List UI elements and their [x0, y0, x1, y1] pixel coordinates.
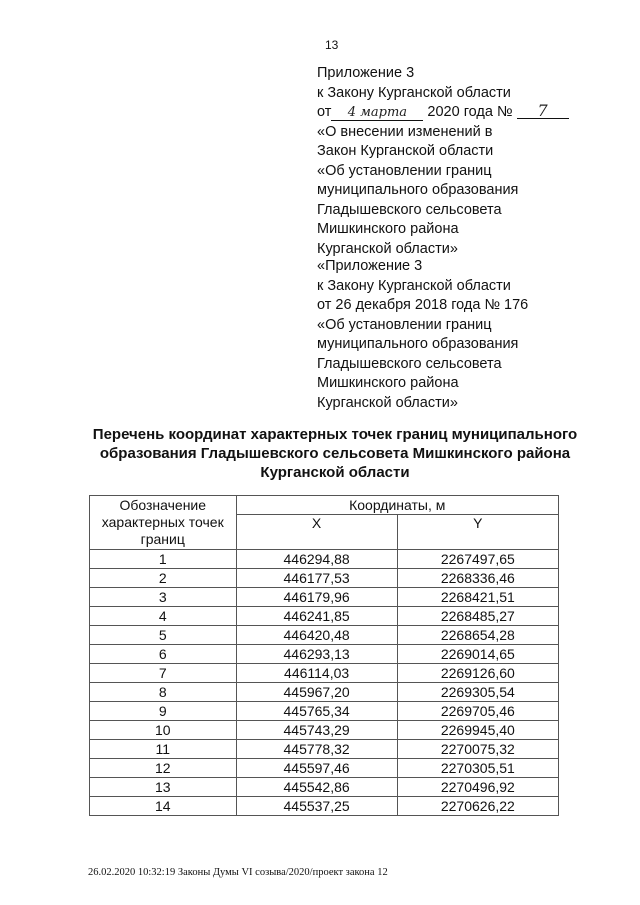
table-row — [90, 550, 559, 569]
annex-line: «Об установлении границ — [317, 316, 492, 333]
y-coordinate-cell: 2268485,27 — [397, 607, 558, 626]
annex-line: от 26 декабря 2018 года № 176 — [317, 297, 529, 313]
point-number-cell: 6 — [90, 645, 237, 664]
annex-line: Курганской области» — [317, 240, 458, 257]
header-y: Y — [397, 515, 558, 550]
annex-line: муниципального образования — [317, 336, 519, 352]
point-number-cell: 4 — [90, 607, 237, 626]
x-coordinate-cell: 445743,29 — [236, 721, 397, 740]
handwritten-number: 7 — [517, 103, 569, 119]
x-coordinate-cell: 446294,88 — [236, 550, 397, 569]
y-coordinate-cell: 2268336,46 — [397, 569, 558, 588]
y-coordinate-cell: 2269014,65 — [397, 645, 558, 664]
y-coordinate-cell: 2269305,54 — [397, 683, 558, 702]
point-number-cell: 12 — [90, 759, 237, 778]
point-number-cell: 13 — [90, 778, 237, 797]
x-coordinate-cell: 446420,48 — [236, 626, 397, 645]
header-coordinates: Координаты, м — [236, 496, 559, 515]
y-coordinate-cell: 2268654,28 — [397, 626, 558, 645]
table-row — [90, 569, 559, 588]
annex-line: к Закону Курганской области — [317, 84, 511, 101]
annex-line: «Об установлении границ — [317, 162, 492, 179]
y-coordinate-cell: 2270305,51 — [397, 759, 558, 778]
table-row — [90, 702, 559, 721]
title-line: Курганской области — [260, 464, 410, 481]
coordinates-body — [90, 550, 559, 816]
coordinates-table — [89, 495, 559, 816]
point-number-cell: 8 — [90, 683, 237, 702]
table-row — [90, 759, 559, 778]
x-coordinate-cell: 446177,53 — [236, 569, 397, 588]
point-number-cell: 2 — [90, 569, 237, 588]
point-number-cell: 3 — [90, 588, 237, 607]
y-coordinate-cell: 2269705,46 — [397, 702, 558, 721]
date-suffix: 2020 года № — [427, 104, 513, 120]
annex-header — [317, 64, 569, 259]
y-coordinate-cell: 2268421,51 — [397, 588, 558, 607]
annex-line: «Приложение 3 — [317, 258, 423, 274]
y-coordinate-cell: 2269945,40 — [397, 721, 558, 740]
page-number: 13 — [325, 38, 339, 52]
x-coordinate-cell: 446114,03 — [236, 664, 397, 683]
x-coordinate-cell: 446179,96 — [236, 588, 397, 607]
footer-path: 26.02.2020 10:32:19 Законы Думы VI созыва/2020/проект закона 12 — [88, 867, 388, 878]
x-coordinate-cell: 445967,20 — [236, 683, 397, 702]
annex-line: Закон Курганской области — [317, 143, 494, 159]
table-row — [90, 740, 559, 759]
table-row — [90, 797, 559, 816]
annex-line: Гладышевского сельсовета — [317, 355, 502, 372]
table-row — [90, 645, 559, 664]
table-row — [90, 683, 559, 702]
x-coordinate-cell: 445597,46 — [236, 759, 397, 778]
point-number-cell: 5 — [90, 626, 237, 645]
point-number-cell: 14 — [90, 797, 237, 816]
x-coordinate-cell: 445537,25 — [236, 797, 397, 816]
annex-line: Курганской области» — [317, 394, 458, 411]
x-coordinate-cell: 445778,32 — [236, 740, 397, 759]
y-coordinate-cell: 2269126,60 — [397, 664, 558, 683]
table-row — [90, 721, 559, 740]
y-coordinate-cell: 2267497,65 — [397, 550, 558, 569]
document-title — [60, 425, 610, 482]
y-coordinate-cell: 2270075,32 — [397, 740, 558, 759]
x-coordinate-cell: 445765,34 — [236, 702, 397, 721]
x-coordinate-cell: 445542,86 — [236, 778, 397, 797]
title-line: образования Гладышевского сельсовета Мишкинского района — [99, 445, 571, 462]
table-row — [90, 626, 559, 645]
table-row — [90, 778, 559, 797]
annex-line: «О внесении изменений в — [317, 123, 493, 140]
x-coordinate-cell: 446293,13 — [236, 645, 397, 664]
point-number-cell: 10 — [90, 721, 237, 740]
point-number-cell: 7 — [90, 664, 237, 683]
header-point-name: Обозначение характерных точек границ — [90, 496, 237, 550]
table-row — [90, 664, 559, 683]
annex-line: Мишкинского района — [317, 221, 459, 237]
y-coordinate-cell: 2270496,92 — [397, 778, 558, 797]
header-x: X — [236, 515, 397, 550]
date-prefix: от — [317, 104, 332, 120]
table-row — [90, 588, 559, 607]
y-coordinate-cell: 2270626,22 — [397, 797, 558, 816]
point-number-cell: 1 — [90, 550, 237, 569]
annex-line: Мишкинского района — [317, 375, 459, 391]
title-line: Перечень координат характерных точек границ муниципального — [92, 426, 578, 443]
table-row — [90, 607, 559, 626]
point-number-cell: 9 — [90, 702, 237, 721]
annex-line: Гладышевского сельсовета — [317, 201, 502, 218]
annex-date-line — [317, 103, 569, 123]
annex-line: муниципального образования — [317, 182, 519, 198]
handwritten-date: 4 марта — [331, 105, 423, 121]
point-number-cell: 11 — [90, 740, 237, 759]
annex-quoted-header — [317, 257, 528, 413]
x-coordinate-cell: 446241,85 — [236, 607, 397, 626]
annex-line: Приложение 3 — [317, 65, 415, 81]
annex-line: к Закону Курганской области — [317, 277, 511, 294]
